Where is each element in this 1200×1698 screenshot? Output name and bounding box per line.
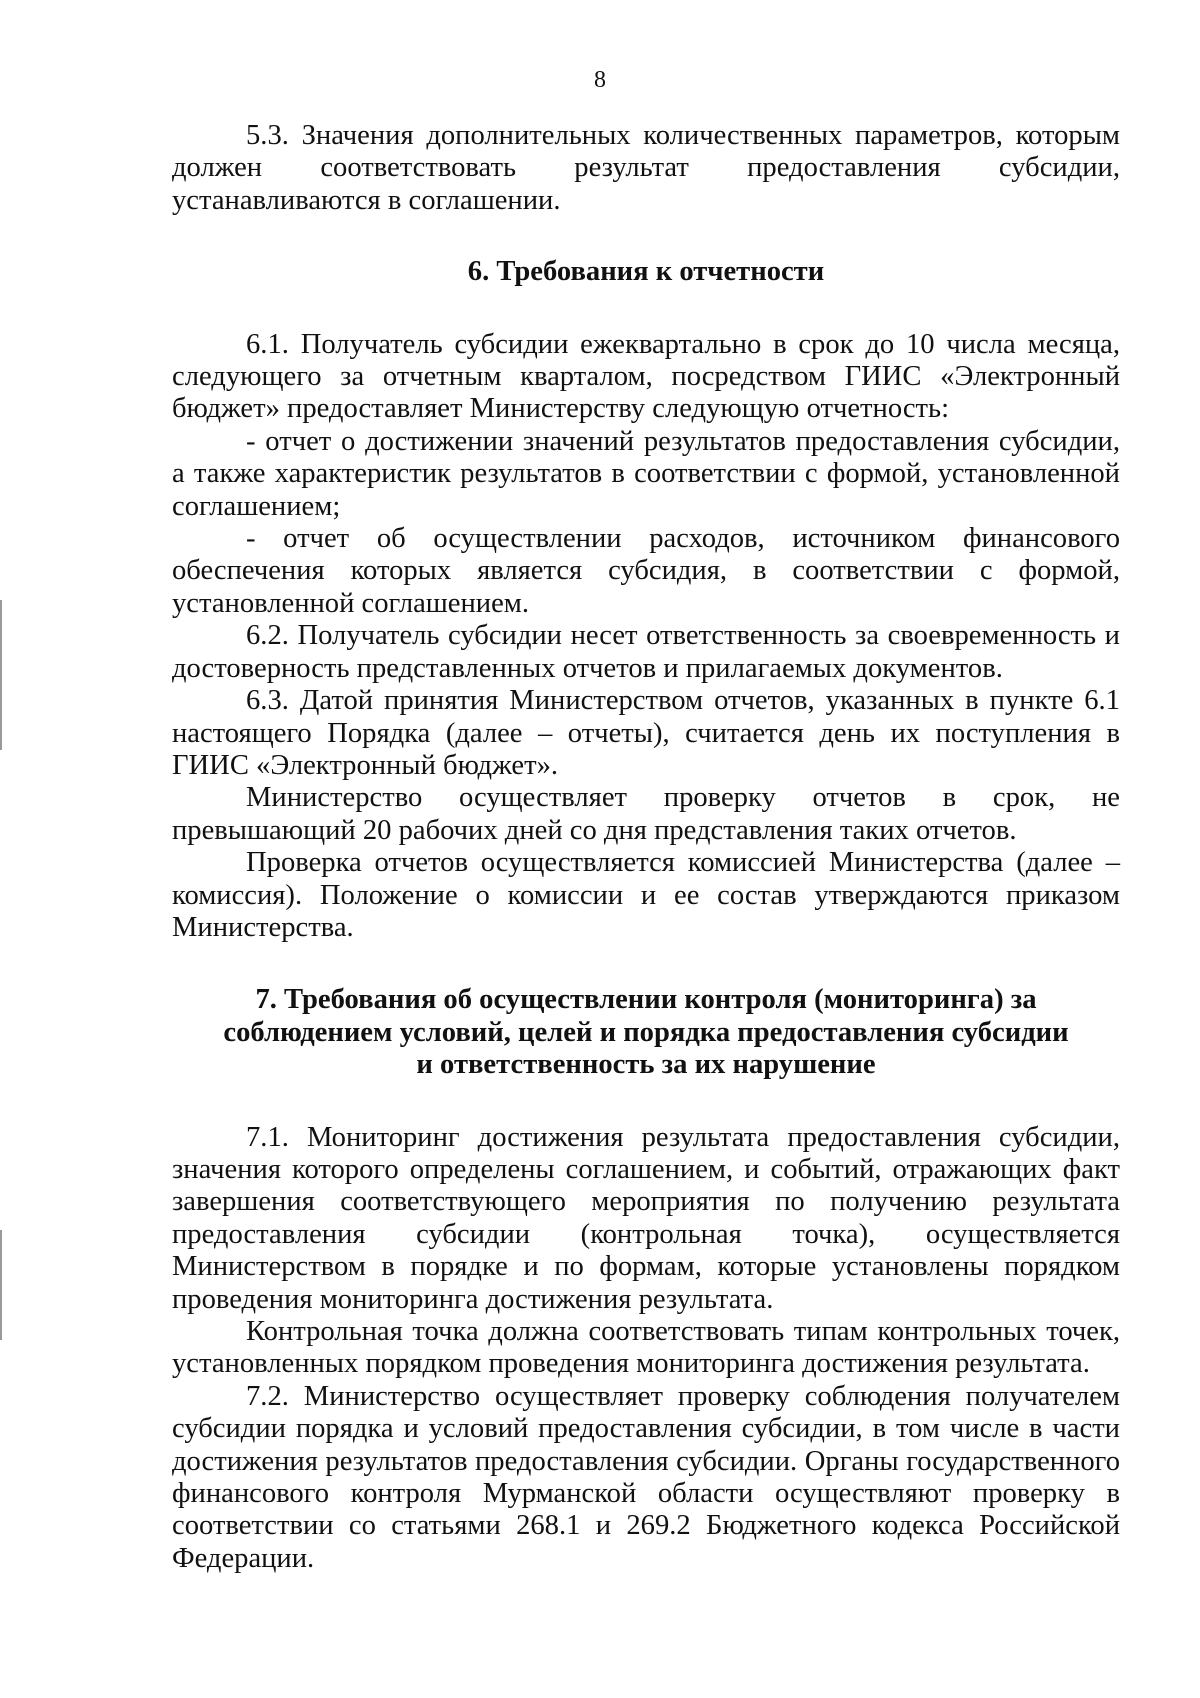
paragraph-7-2: 7.2. Министерство осуществляет проверку соблюдения получателем субсидии порядка и условий предоставления субсидии, в том числе в части достижения результатов предоставления субсидии. Органы государственного финансового контроля Мурманской области осуществляют проверку в соответствии со статьями 268.1 и 269.2 Бюджетного кодекса Российской Федерации. (172, 1380, 1120, 1574)
paragraph-6-2: 6.2. Получатель субсидии несет ответственность за своевременность и достоверность представленных отчетов и прилагаемых документов. (172, 620, 1120, 684)
section-heading-7-line: и ответственность за их нарушение (416, 1049, 876, 1081)
paragraph-7-1-checkpoint: Контрольная точка должна соответствовать типам контрольных точек, установленных порядком проведения мониторинга достижения результата. (172, 1316, 1120, 1380)
section-heading-7-line: 7. Требования об осуществлении контроля (мониторинга) за (255, 984, 1037, 1016)
page-number: 8 (594, 67, 606, 93)
scan-edge-mark (0, 1230, 2, 1340)
section-heading-7-line: соблюдением условий, целей и порядка предоставления субсидии (223, 1016, 1069, 1048)
section-heading-6: 6. Требования к отчетности (467, 256, 825, 288)
paragraph-6-3-commission: Проверка отчетов осуществляется комиссией Министерства (далее – комиссия). Положение о комиссии и ее состав утверждаются приказом Министерства. (172, 847, 1120, 943)
list-item-report-results: - отчет о достижении значений результатов предоставления субсидии, а также характеристик результатов в соответствии с формой, установленной соглашением; (172, 425, 1120, 522)
list-item-report-expenses: - отчет об осуществлении расходов, источником финансового обеспечения которых является субсидия, в соответствии с формой, установленной соглашением. (172, 523, 1120, 619)
paragraph-6-3-check: Министерство осуществляет проверку отчетов в срок, не превышающий 20 рабочих дней со дня представления таких отчетов. (172, 782, 1120, 846)
paragraph-5-3: 5.3. Значения дополнительных количественных параметров, которым должен соответствовать результат предоставления субсидии, устанавливаются в соглашении. (172, 120, 1120, 216)
scan-edge-mark (0, 600, 2, 750)
paragraph-6-1: 6.1. Получатель субсидии ежеквартально в срок до 10 числа месяца, следующего за отчетным кварталом, посредством ГИИС «Электронный бюджет» предоставляет Министерству следующую отчетность: (172, 328, 1120, 425)
paragraph-6-3: 6.3. Датой принятия Министерством отчетов, указанных в пункте 6.1 настоящего Порядка (далее – отчеты), считается день их поступления в ГИИС «Электронный бюджет». (172, 685, 1120, 781)
section-heading-7 (172, 984, 1120, 1081)
document-body (172, 120, 1120, 1575)
paragraph-7-1: 7.1. Мониторинг достижения результата предоставления субсидии, значения которого определены соглашением, и событий, отражающих факт завершения соответствующего мероприятия по получению результата предоставления субсидии (контрольная точка), осуществляется Министерством в порядке и по формам, которые установлены порядком проведения мониторинга достижения результата. (172, 1121, 1120, 1315)
